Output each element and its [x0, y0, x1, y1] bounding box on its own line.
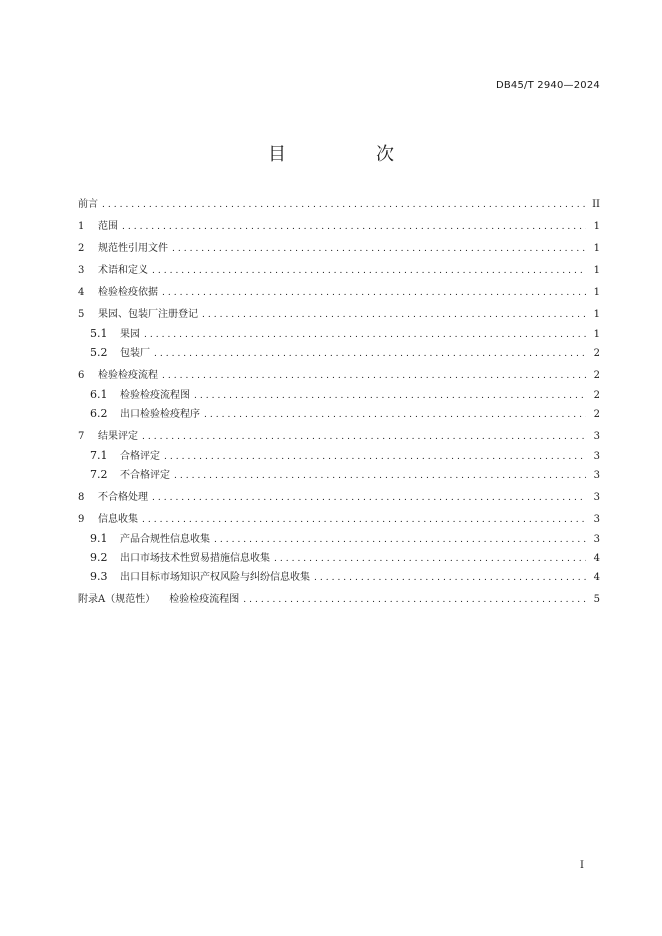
toc-section-label: 包装厂	[120, 348, 150, 359]
toc-page-number: 2	[593, 390, 600, 401]
toc-entry-title	[78, 492, 148, 503]
toc-entry[interactable]	[78, 533, 600, 546]
toc-section-label: 前言	[78, 199, 98, 210]
toc-page-number: 4	[593, 553, 600, 564]
toc-leader-dots	[122, 222, 586, 233]
toc-section-number: 9	[78, 514, 85, 525]
toc-page-number: 3	[593, 534, 600, 545]
toc-section-number: 9.3	[90, 570, 108, 583]
toc-page-number: 5	[593, 594, 600, 605]
toc-leader-dots	[194, 391, 586, 402]
toc-leader-dots	[152, 493, 586, 504]
toc-section-number: 8	[78, 492, 85, 503]
toc-leader-dots	[142, 515, 586, 526]
toc-entry-title	[78, 514, 138, 525]
toc-leader-dots	[174, 471, 586, 482]
toc-page-number: 1	[593, 243, 600, 254]
toc-section-number: 6.1	[90, 388, 108, 401]
toc-leader-dots	[202, 310, 586, 321]
toc-leader-dots	[152, 266, 586, 277]
toc-entry[interactable]	[78, 347, 600, 360]
toc-section-label: 检验检疫依据	[98, 287, 158, 298]
toc-entry-title	[78, 552, 270, 564]
toc-page-number: 3	[593, 514, 600, 525]
toc-page-number: 4	[593, 572, 600, 583]
toc-section-label: 合格评定	[120, 451, 160, 462]
toc-section-label: 检验检疫流程图	[120, 390, 190, 401]
toc-leader-dots	[142, 432, 586, 443]
toc-entry-title	[78, 450, 160, 462]
toc-entry[interactable]	[78, 469, 600, 482]
toc-section-label: 术语和定义	[98, 265, 148, 276]
toc-leader-dots	[204, 410, 586, 421]
toc-leader-dots	[274, 554, 586, 565]
toc-page-number: 3	[593, 451, 600, 462]
toc-entry-title	[78, 287, 158, 298]
table-of-contents	[78, 199, 600, 606]
toc-entry-title	[78, 370, 158, 381]
toc-entry-title	[78, 221, 118, 232]
toc-section-label: 附录A（规范性）	[78, 594, 156, 605]
toc-section-number: 1	[78, 221, 85, 232]
toc-entry[interactable]	[78, 199, 600, 211]
toc-section-number: 9.2	[90, 551, 108, 564]
toc-entry[interactable]	[78, 309, 600, 321]
toc-page-number: 1	[593, 309, 600, 320]
toc-entry[interactable]	[78, 571, 600, 584]
toc-entry-title	[78, 469, 170, 481]
toc-entry[interactable]	[78, 370, 600, 382]
toc-section-label: 检验检疫流程	[98, 370, 158, 381]
toc-entry-title	[78, 408, 200, 420]
toc-section-label: 出口市场技术性贸易措施信息收集	[120, 553, 270, 564]
toc-section-label: 果园	[120, 329, 140, 340]
toc-leader-dots	[154, 349, 586, 360]
toc-entry[interactable]	[78, 243, 600, 255]
toc-entry[interactable]	[78, 450, 600, 463]
toc-page-number: 2	[593, 370, 600, 381]
toc-entry-title	[78, 328, 140, 340]
toc-page-number: 2	[593, 348, 600, 359]
toc-section-label: 结果评定	[98, 431, 138, 442]
toc-entry-title	[78, 571, 310, 583]
toc-section-number: 6	[78, 370, 85, 381]
toc-section-number: 2	[78, 243, 85, 254]
toc-page-number: 3	[593, 492, 600, 503]
toc-entry-title	[78, 594, 239, 605]
toc-section-number: 5	[78, 309, 85, 320]
toc-page-number: 3	[593, 470, 600, 481]
toc-appendix-title: 检验检疫流程图	[169, 594, 240, 605]
toc-entry[interactable]	[78, 265, 600, 277]
toc-entry[interactable]	[78, 328, 600, 341]
toc-entry-title	[78, 431, 138, 442]
toc-entry-title	[78, 243, 168, 254]
toc-section-label: 出口目标市场知识产权风险与纠纷信息收集	[120, 572, 310, 583]
toc-page-number: 3	[593, 431, 600, 442]
toc-section-label: 不合格评定	[120, 470, 170, 481]
toc-entry-title	[78, 389, 190, 401]
toc-section-number: 6.2	[90, 407, 108, 420]
toc-entry[interactable]	[78, 221, 600, 233]
toc-entry[interactable]	[78, 492, 600, 504]
toc-page-number: 1	[593, 329, 600, 340]
toc-leader-dots	[162, 288, 586, 299]
toc-section-label: 规范性引用文件	[98, 243, 168, 254]
toc-leader-dots	[102, 200, 586, 211]
toc-page-number: 1	[593, 265, 600, 276]
toc-entry-title	[78, 309, 198, 320]
document-code: DB45/T 2940—2024	[495, 80, 600, 91]
toc-leader-dots	[164, 452, 586, 463]
toc-entry[interactable]	[78, 552, 600, 565]
toc-section-number: 3	[78, 265, 85, 276]
toc-section-label: 范围	[98, 221, 118, 232]
page-number: I	[580, 860, 584, 871]
toc-entry[interactable]	[78, 514, 600, 526]
toc-leader-dots	[214, 535, 586, 546]
toc-page-number: II	[592, 199, 600, 210]
toc-section-number: 7.1	[90, 449, 108, 462]
toc-entry-title	[78, 533, 210, 545]
page-title: 目 次	[268, 144, 430, 165]
toc-page-number: 1	[593, 221, 600, 232]
toc-entry[interactable]	[78, 389, 600, 402]
toc-entry[interactable]	[78, 594, 600, 606]
toc-page-number: 2	[593, 409, 600, 420]
toc-section-label: 不合格处理	[98, 492, 148, 503]
toc-leader-dots	[314, 573, 586, 584]
toc-leader-dots	[243, 595, 586, 606]
toc-leader-dots	[144, 330, 586, 341]
toc-section-number: 5.1	[90, 327, 108, 340]
toc-section-number: 9.1	[90, 532, 108, 545]
toc-leader-dots	[162, 371, 586, 382]
toc-section-number: 7.2	[90, 468, 108, 481]
toc-section-label: 出口检验检疫程序	[120, 409, 200, 420]
toc-entry-title	[78, 199, 98, 210]
toc-entry-title	[78, 347, 150, 359]
toc-entry[interactable]	[78, 431, 600, 443]
toc-section-number: 7	[78, 431, 85, 442]
toc-entry[interactable]	[78, 287, 600, 299]
toc-page-number: 1	[593, 287, 600, 298]
toc-entry-title	[78, 265, 148, 276]
toc-section-number: 5.2	[90, 346, 108, 359]
toc-leader-dots	[172, 244, 586, 255]
toc-section-label: 信息收集	[98, 514, 138, 525]
toc-entry[interactable]	[78, 408, 600, 421]
toc-section-label: 果园、包装厂注册登记	[98, 309, 198, 320]
toc-section-number: 4	[78, 287, 85, 298]
toc-section-label: 产品合规性信息收集	[120, 534, 210, 545]
